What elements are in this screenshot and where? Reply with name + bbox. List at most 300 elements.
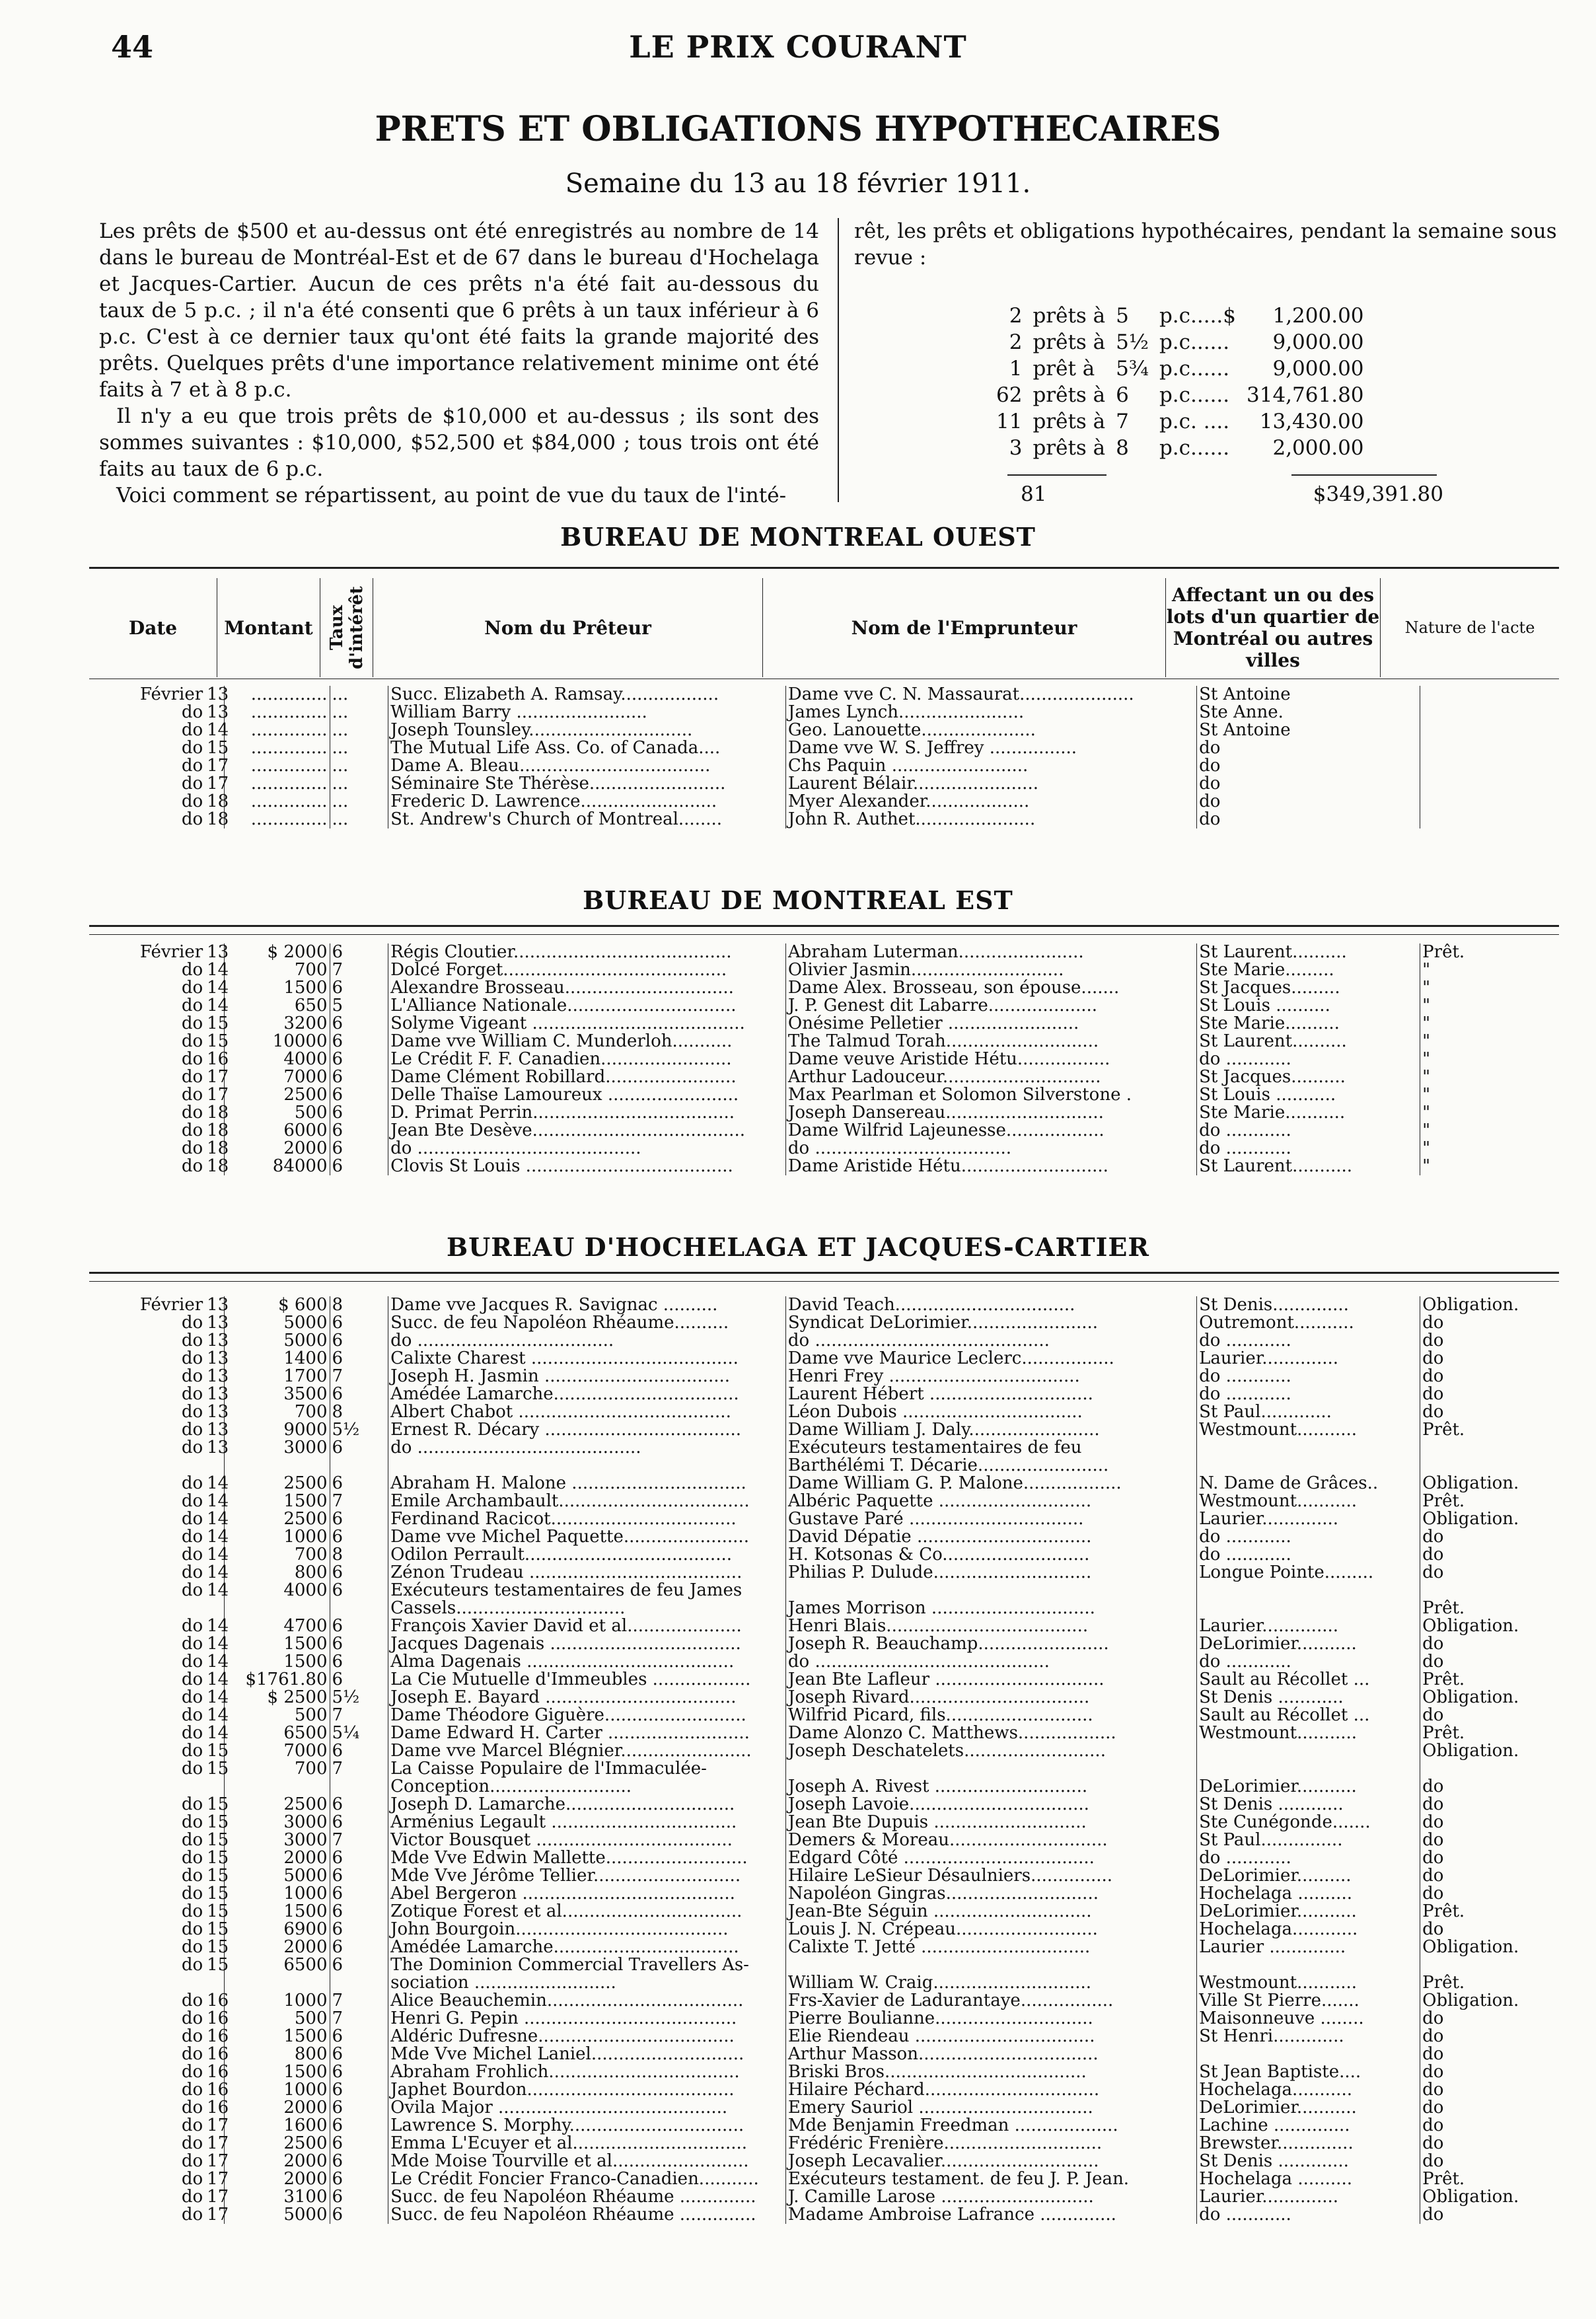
cell-amount: 700	[224, 1546, 330, 1564]
cell-location: Laurier..............	[1197, 1510, 1420, 1528]
cell-deed-type: do	[1422, 1652, 1444, 1672]
cell-date: do	[181, 1794, 203, 1814]
cell-borrower: Napoléon Gingras............................	[785, 1885, 1196, 1903]
cell-day: 13	[205, 704, 224, 721]
table-row	[89, 1015, 1559, 1033]
table-row	[89, 1778, 1559, 1796]
cell-lender: Dame A. Bleau...................................	[388, 757, 786, 775]
cell-amount: 3000	[224, 1439, 330, 1457]
cell-amount: 1600	[224, 2117, 330, 2135]
table-row	[89, 1671, 1559, 1689]
cell-lender: Joseph Tounsley..............................	[388, 721, 786, 739]
cell-date: do	[181, 2080, 203, 2100]
cell-lender: Emma L'Ecuyer et al................................	[388, 2135, 786, 2153]
cell-borrower: Arthur Masson.................................	[785, 2045, 1196, 2063]
page-subtitle: Semaine du 13 au 18 février 1911.	[565, 168, 1031, 199]
cell-date: do	[181, 1384, 203, 1404]
cell-amount: 4700	[224, 1617, 330, 1635]
cell-location: Westmount...........	[1197, 1724, 1420, 1742]
cell-date	[89, 1778, 205, 1796]
cell-amount: 3200	[224, 1015, 330, 1033]
cell-day: 14	[205, 1492, 224, 1510]
table-row	[89, 1582, 1559, 1600]
cell-day	[205, 1778, 224, 1796]
cell-date: do	[181, 1438, 203, 1457]
cell-location	[1197, 1457, 1420, 1475]
cell-rate: 6	[330, 979, 388, 997]
cell-deed-type: Prêt.	[1422, 1670, 1465, 1689]
table-row	[89, 2063, 1559, 2081]
table-row	[89, 775, 1559, 793]
table-row	[89, 1742, 1559, 1760]
rate-unit: p.c......	[1159, 383, 1230, 407]
cell-day: 18	[205, 1158, 224, 1175]
cell-amount: 2000	[224, 2170, 330, 2188]
cell-deed-type: do	[1422, 1402, 1444, 1422]
cell-location: Brewster..............	[1197, 2135, 1420, 2153]
table-row	[89, 2135, 1559, 2153]
cell-date: do	[181, 1652, 203, 1672]
cell-day: 13	[205, 943, 224, 961]
cell-deed-type: Prêt.	[1422, 942, 1465, 962]
table-row	[89, 1528, 1559, 1546]
cell-location: Sault au Récollet ...	[1197, 1671, 1420, 1689]
cell-location: do ............	[1197, 1653, 1420, 1671]
cell-day: 14	[205, 997, 224, 1015]
cell-deed-type	[1420, 686, 1559, 704]
table-row	[89, 1421, 1559, 1439]
cell-lender: L'Alliance Nationale...............................	[388, 997, 786, 1015]
cell-rate	[330, 1600, 388, 1617]
cell-rate: 8	[330, 1296, 388, 1314]
cell-rate: ...	[330, 811, 388, 828]
cell-day: 13	[205, 1439, 224, 1457]
cell-location: DeLorimier..........	[1197, 1867, 1420, 1885]
cell-date	[89, 1600, 205, 1617]
cell-date: do	[181, 1937, 203, 1957]
cell-date: do	[181, 1313, 203, 1333]
cell-date: do	[181, 809, 203, 829]
cell-deed-type: do	[1422, 2098, 1444, 2117]
cell-rate: ...	[330, 704, 388, 721]
cell-deed-type: do	[1422, 2026, 1444, 2046]
cell-borrower: David Dépatie ................................	[785, 1528, 1196, 1546]
cell-deed-type: "	[1422, 1031, 1431, 1051]
table-row	[89, 2170, 1559, 2188]
cell-rate: 6	[330, 2206, 388, 2224]
cell-lender: Japhet Bourdon......................................	[388, 2081, 786, 2099]
cell-amount: ..............	[224, 775, 330, 793]
cell-borrower: Frédéric Frenière.............................	[785, 2135, 1196, 2153]
cell-deed-type	[1420, 793, 1559, 811]
cell-rate: 6	[330, 1385, 388, 1403]
table-row	[89, 1457, 1559, 1475]
cell-location: St Jean Baptiste....	[1197, 2063, 1420, 2081]
cell-location: St Jacques.........	[1197, 979, 1420, 997]
cell-rate: ...	[330, 721, 388, 739]
cell-borrower: Syndicat DeLorimier........................	[785, 1314, 1196, 1332]
cell-date: do	[181, 1812, 203, 1832]
cell-deed-type: Obligation.	[1422, 1616, 1519, 1636]
cell-deed-type: "	[1422, 996, 1431, 1015]
cell-borrower: Henri Frey ...................................	[785, 1368, 1196, 1385]
cell-day: 18	[205, 1140, 224, 1158]
cell-date: do	[181, 2026, 203, 2046]
table-row	[89, 943, 1559, 961]
cell-amount: 3100	[224, 2188, 330, 2206]
cell-lender: Dame Edward H. Carter ..........................	[388, 1724, 786, 1742]
cell-location: Ville St Pierre.......	[1197, 1992, 1420, 2010]
table-row	[89, 1158, 1559, 1175]
cell-lender: Dame Théodore Giguère..........................	[388, 1707, 786, 1724]
cell-borrower: Geo. Lanouette.....................	[785, 721, 1196, 739]
cell-day: 16	[205, 2010, 224, 2028]
cell-borrower	[785, 1760, 1196, 1778]
cell-deed-type	[1420, 775, 1559, 793]
cell-amount: $1761.80	[224, 1671, 330, 1689]
cell-rate: 6	[330, 1086, 388, 1104]
cell-lender: Joseph H. Jasmin ..................................	[388, 1368, 786, 1385]
cell-day: 17	[205, 1086, 224, 1104]
cell-rate	[330, 1457, 388, 1475]
cell-date: do	[181, 1830, 203, 1850]
cell-lender: do .........................................	[388, 1140, 786, 1158]
cell-rate: 6	[330, 1033, 388, 1050]
cell-day: 13	[205, 686, 224, 704]
table-row	[89, 961, 1559, 979]
cell-lender: Albert Chabot .......................................	[388, 1403, 786, 1421]
cell-rate: 6	[330, 1617, 388, 1635]
cell-borrower: The Talmud Torah............................	[785, 1033, 1196, 1050]
cell-deed-type: Prêt.	[1422, 1973, 1465, 1993]
cell-borrower: Emery Sauriol ................................	[785, 2099, 1196, 2117]
cell-date: do	[181, 1331, 203, 1350]
cell-day: 15	[205, 1921, 224, 1938]
cell-location: Ste Anne.	[1197, 704, 1420, 721]
cell-date: do	[181, 1085, 203, 1105]
cell-deed-type: do	[1422, 2151, 1444, 2171]
cell-lender: Dame vve Michel Paquette.......................	[388, 1528, 786, 1546]
cell-date: do	[181, 756, 203, 776]
cell-deed-type: do	[1422, 1866, 1444, 1886]
cell-rate: 8	[330, 1403, 388, 1421]
cell-day: 14	[205, 1689, 224, 1707]
cell-date: do	[181, 1919, 203, 1939]
loan-register-table	[89, 943, 1559, 1175]
cell-amount: 2000	[224, 1140, 330, 1158]
rate-word: prêts à	[1033, 330, 1106, 354]
cell-amount: 5000	[224, 1867, 330, 1885]
cell-location: Lachine ..............	[1197, 2117, 1420, 2135]
cell-amount: 3000	[224, 1831, 330, 1849]
rate-word: prêt à	[1033, 357, 1095, 381]
cell-amount: 2000	[224, 2099, 330, 2117]
cell-rate: ...	[330, 793, 388, 811]
cell-lender: Succ. de feu Napoléon Rhéaume..........	[388, 1314, 786, 1332]
rate-unit: p.c......	[1159, 436, 1230, 460]
cell-borrower: Louis J. N. Crépeau..........................	[785, 1921, 1196, 1938]
cell-amount	[224, 1600, 330, 1617]
cell-day: 18	[205, 793, 224, 811]
column-header-affectant: Affectant un ou des lots d'un quartier de Montréal ou autres villes	[1166, 578, 1381, 677]
cell-date: do	[181, 2169, 203, 2189]
table-row	[89, 1903, 1559, 1921]
cell-deed-type: Obligation.	[1422, 1741, 1519, 1761]
cell-deed-type: Obligation.	[1422, 1937, 1519, 1957]
cell-amount: 3500	[224, 1385, 330, 1403]
cell-borrower: do ...........................................	[785, 1332, 1196, 1350]
table-row	[89, 1600, 1559, 1617]
rate-sum-rule	[1291, 474, 1437, 476]
table-row	[89, 1033, 1559, 1050]
cell-amount: ..............	[224, 721, 330, 739]
cell-location: Ste Marie..........	[1197, 1015, 1420, 1033]
cell-amount: 5000	[224, 1314, 330, 1332]
cell-location: Ste Cunégonde.......	[1197, 1814, 1420, 1831]
cell-location: do ............	[1197, 1050, 1420, 1068]
cell-day: 16	[205, 2045, 224, 2063]
rate-word: prêts à	[1033, 436, 1106, 460]
cell-day: 16	[205, 2099, 224, 2117]
column-header-nature: Nature de l'acte	[1404, 618, 1535, 637]
cell-deed-type: Prêt.	[1422, 2169, 1465, 2189]
cell-borrower: do ....................................	[785, 1140, 1196, 1158]
cell-deed-type: do	[1422, 1705, 1444, 1725]
rate-unit: p.c. ....	[1159, 410, 1230, 433]
cell-day: 14	[205, 1724, 224, 1742]
cell-amount: 2000	[224, 1938, 330, 1956]
cell-amount: 1500	[224, 979, 330, 997]
cell-rate: 6	[330, 1068, 388, 1086]
cell-rate: 7	[330, 961, 388, 979]
cell-date	[89, 1974, 205, 1992]
cell-lender: Mde Vve Jérôme Tellier...........................	[388, 1867, 786, 1885]
cell-borrower: Barthélémi T. Décarie........................	[785, 1457, 1196, 1475]
table-row	[89, 1921, 1559, 1938]
cell-location: Maisonneuve ........	[1197, 2010, 1420, 2028]
cell-location: St Louis ...........	[1197, 1086, 1420, 1104]
cell-location: Ste Marie...........	[1197, 1104, 1420, 1122]
cell-deed-type: "	[1422, 1121, 1431, 1140]
cell-day: 13	[205, 1350, 224, 1368]
cell-lender: Succ. de feu Napoléon Rhéaume ..............	[388, 2206, 786, 2224]
cell-borrower	[785, 1956, 1196, 1974]
cell-borrower: Demers & Moreau.............................	[785, 1831, 1196, 1849]
cell-lender: Ovila Major ..........................................	[388, 2099, 786, 2117]
cell-amount: 5000	[224, 2206, 330, 2224]
cell-location: St Laurent..........	[1197, 943, 1420, 961]
cell-date	[89, 1457, 205, 1475]
cell-date: do	[181, 2133, 203, 2153]
cell-amount: 1000	[224, 1992, 330, 2010]
cell-day: 16	[205, 2063, 224, 2081]
table-row	[89, 811, 1559, 828]
cell-location: DeLorimier...........	[1197, 1635, 1420, 1653]
cell-deed-type	[1420, 739, 1559, 757]
cell-lender: Le Crédit Foncier Franco-Canadien...........	[388, 2170, 786, 2188]
cell-lender: Ernest R. Décary ....................................	[388, 1421, 786, 1439]
cell-rate: 6	[330, 1122, 388, 1140]
cell-location: DeLorimier...........	[1197, 2099, 1420, 2117]
cell-borrower: Olivier Jasmin............................	[785, 961, 1196, 979]
cell-deed-type: do	[1422, 2133, 1444, 2153]
cell-deed-type: do	[1422, 1331, 1444, 1350]
rate-amount: 314,761.80	[1247, 383, 1364, 407]
cell-location: St Louis ..........	[1197, 997, 1420, 1015]
cell-amount: 2500	[224, 2135, 330, 2153]
cell-date: do	[181, 1705, 203, 1725]
cell-rate: 7	[330, 1831, 388, 1849]
cell-lender: Aldéric Dufresne....................................	[388, 2028, 786, 2045]
table-row	[89, 979, 1559, 997]
cell-day	[205, 1974, 224, 1992]
intro-paragraph: Voici comment se répartissent, au point de vue du taux de l'inté-	[116, 484, 787, 507]
table-row	[89, 2010, 1559, 2028]
cell-day: 15	[205, 1015, 224, 1033]
cell-location: Laurier..............	[1197, 1350, 1420, 1368]
cell-day: 13	[205, 1403, 224, 1421]
cell-deed-type: "	[1422, 1156, 1431, 1176]
cell-borrower: Laurent Hébert ..............................	[785, 1385, 1196, 1403]
cell-date: do	[181, 1991, 203, 2010]
cell-amount: 1500	[224, 1903, 330, 1921]
cell-date: do	[181, 2044, 203, 2064]
cell-date: do	[181, 1670, 203, 1689]
cell-date: do	[181, 978, 203, 998]
table-row	[89, 2099, 1559, 2117]
cell-rate: 6	[330, 2117, 388, 2135]
cell-lender: Arménius Legault ..................................	[388, 1814, 786, 1831]
rate-unit: p.c.....$	[1159, 304, 1237, 328]
table-row	[89, 1385, 1559, 1403]
cell-rate: 7	[330, 1492, 388, 1510]
cell-borrower: Briski Bros.....................................	[785, 2063, 1196, 2081]
cell-borrower: do ...........................................	[785, 1653, 1196, 1671]
cell-amount	[224, 1974, 330, 1992]
cell-deed-type: "	[1422, 1138, 1431, 1158]
cell-date: do	[181, 1156, 203, 1176]
cell-rate: 6	[330, 1742, 388, 1760]
cell-borrower: Calixte T. Jetté ...............................	[785, 1938, 1196, 1956]
cell-borrower: Hilaire LeSieur Désaulniers...............	[785, 1867, 1196, 1885]
section-title: BUREAU DE MONTREAL EST	[583, 885, 1013, 915]
cell-lender: Dolcé Forget.........................................	[388, 961, 786, 979]
cell-lender: Clovis St Louis ......................................	[388, 1158, 786, 1175]
cell-borrower: John R. Authet......................	[785, 811, 1196, 828]
table-row	[89, 1475, 1559, 1492]
cell-borrower: Arthur Ladouceur.............................	[785, 1068, 1196, 1086]
cell-day: 13	[205, 1314, 224, 1332]
cell-date: do	[181, 2098, 203, 2117]
cell-rate: 6	[330, 1921, 388, 1938]
table-row	[89, 1140, 1559, 1158]
cell-date: do	[181, 1013, 203, 1033]
cell-date: do	[181, 1723, 203, 1743]
table-row	[89, 1938, 1559, 1956]
cell-date: do	[181, 774, 203, 793]
cell-amount: 2500	[224, 1086, 330, 1104]
cell-deed-type: do	[1422, 1384, 1444, 1404]
table-row	[89, 1564, 1559, 1582]
cell-deed-type: do	[1422, 1563, 1444, 1582]
cell-lender: Dame vve Marcel Blégnier........................	[388, 1742, 786, 1760]
page-number: 44	[111, 29, 154, 65]
rate-word: prêts à	[1033, 383, 1106, 407]
cell-location: Hochelaga ..........	[1197, 1885, 1420, 1903]
cell-date: do	[181, 738, 203, 758]
table-row	[89, 1956, 1559, 1974]
cell-rate: 6	[330, 2028, 388, 2045]
cell-lender: Amédée Lamarche..................................	[388, 1385, 786, 1403]
cell-day: 13	[205, 1296, 224, 1314]
section-rule	[89, 934, 1559, 935]
cell-borrower: Joseph Rivard.................................	[785, 1689, 1196, 1707]
cell-rate: 6	[330, 1671, 388, 1689]
column-header-taux: Taux d'intérêt	[320, 578, 373, 677]
cell-deed-type: do	[1422, 1812, 1444, 1832]
cell-rate: 6	[330, 1796, 388, 1814]
cell-lender: Henri G. Pepin .......................................	[388, 2010, 786, 2028]
cell-rate: 6	[330, 1015, 388, 1033]
table-row	[89, 1510, 1559, 1528]
cell-deed-type: do	[1422, 1527, 1444, 1547]
table-row	[89, 1104, 1559, 1122]
cell-borrower: Dame vve C. N. Massaurat.....................	[785, 686, 1196, 704]
cell-day: 14	[205, 1671, 224, 1689]
cell-borrower: Edgard Côté ...................................	[785, 1849, 1196, 1867]
cell-date: do	[181, 1545, 203, 1564]
rate-row	[991, 435, 1369, 461]
rate-amount: 13,430.00	[1259, 410, 1364, 433]
cell-amount: 2000	[224, 2153, 330, 2170]
cell-borrower: Dame Alex. Brosseau, son épouse.......	[785, 979, 1196, 997]
cell-location: do	[1197, 793, 1420, 811]
cell-rate: 6	[330, 2099, 388, 2117]
cell-date: do	[181, 1121, 203, 1140]
cell-rate: 7	[330, 1760, 388, 1778]
cell-rate: 6	[330, 1564, 388, 1582]
cell-day: 17	[205, 2170, 224, 2188]
cell-deed-type: do	[1422, 1830, 1444, 1850]
cell-date: do	[181, 2062, 203, 2082]
intro-paragraph: Les prêts de $500 et au-dessus ont été enregistrés au nombre de 14 dans le bureau de Montréal-Est et de 67 dans le bureau d'Hochelaga et Jacques-Cartier. Aucun de ces prêts n'a été fait au-dessous du taux de 5 p.c. ; il n'a été consenti que 6 prêts à un taux inférieur à 6 p.c. C'est à ce dernier taux qu'ont été faits la grande majorité des prêts. Quelques prêts d'une importance relativement minime ont été faits à 7 et à 8 p.c.	[99, 219, 819, 402]
rate-total	[1021, 482, 1443, 506]
cell-date: do	[181, 1473, 203, 1493]
cell-rate: 6	[330, 2135, 388, 2153]
cell-lender: Alice Beauchemin....................................	[388, 1992, 786, 2010]
cell-deed-type: Obligation.	[1422, 1473, 1519, 1493]
cell-day: 14	[205, 1582, 224, 1600]
section-title: BUREAU DE MONTREAL OUEST	[560, 522, 1036, 552]
cell-rate: ...	[330, 739, 388, 757]
cell-day: 17	[205, 757, 224, 775]
cell-lender: Régis Cloutier........................................	[388, 943, 786, 961]
cell-date: do	[181, 720, 203, 740]
cell-amount: 700	[224, 1403, 330, 1421]
cell-amount: 2500	[224, 1796, 330, 1814]
table-row	[89, 793, 1559, 811]
cell-borrower: James Lynch.......................	[785, 704, 1196, 721]
cell-day: 17	[205, 2117, 224, 2135]
cell-rate: 8	[330, 1546, 388, 1564]
cell-deed-type: do	[1422, 1884, 1444, 1903]
cell-amount: 6900	[224, 1921, 330, 1938]
rate-unit: p.c......	[1159, 357, 1230, 381]
cell-day: 14	[205, 961, 224, 979]
cell-date: do	[181, 1866, 203, 1886]
cell-day: 14	[205, 1653, 224, 1671]
cell-location	[1197, 1582, 1420, 1600]
